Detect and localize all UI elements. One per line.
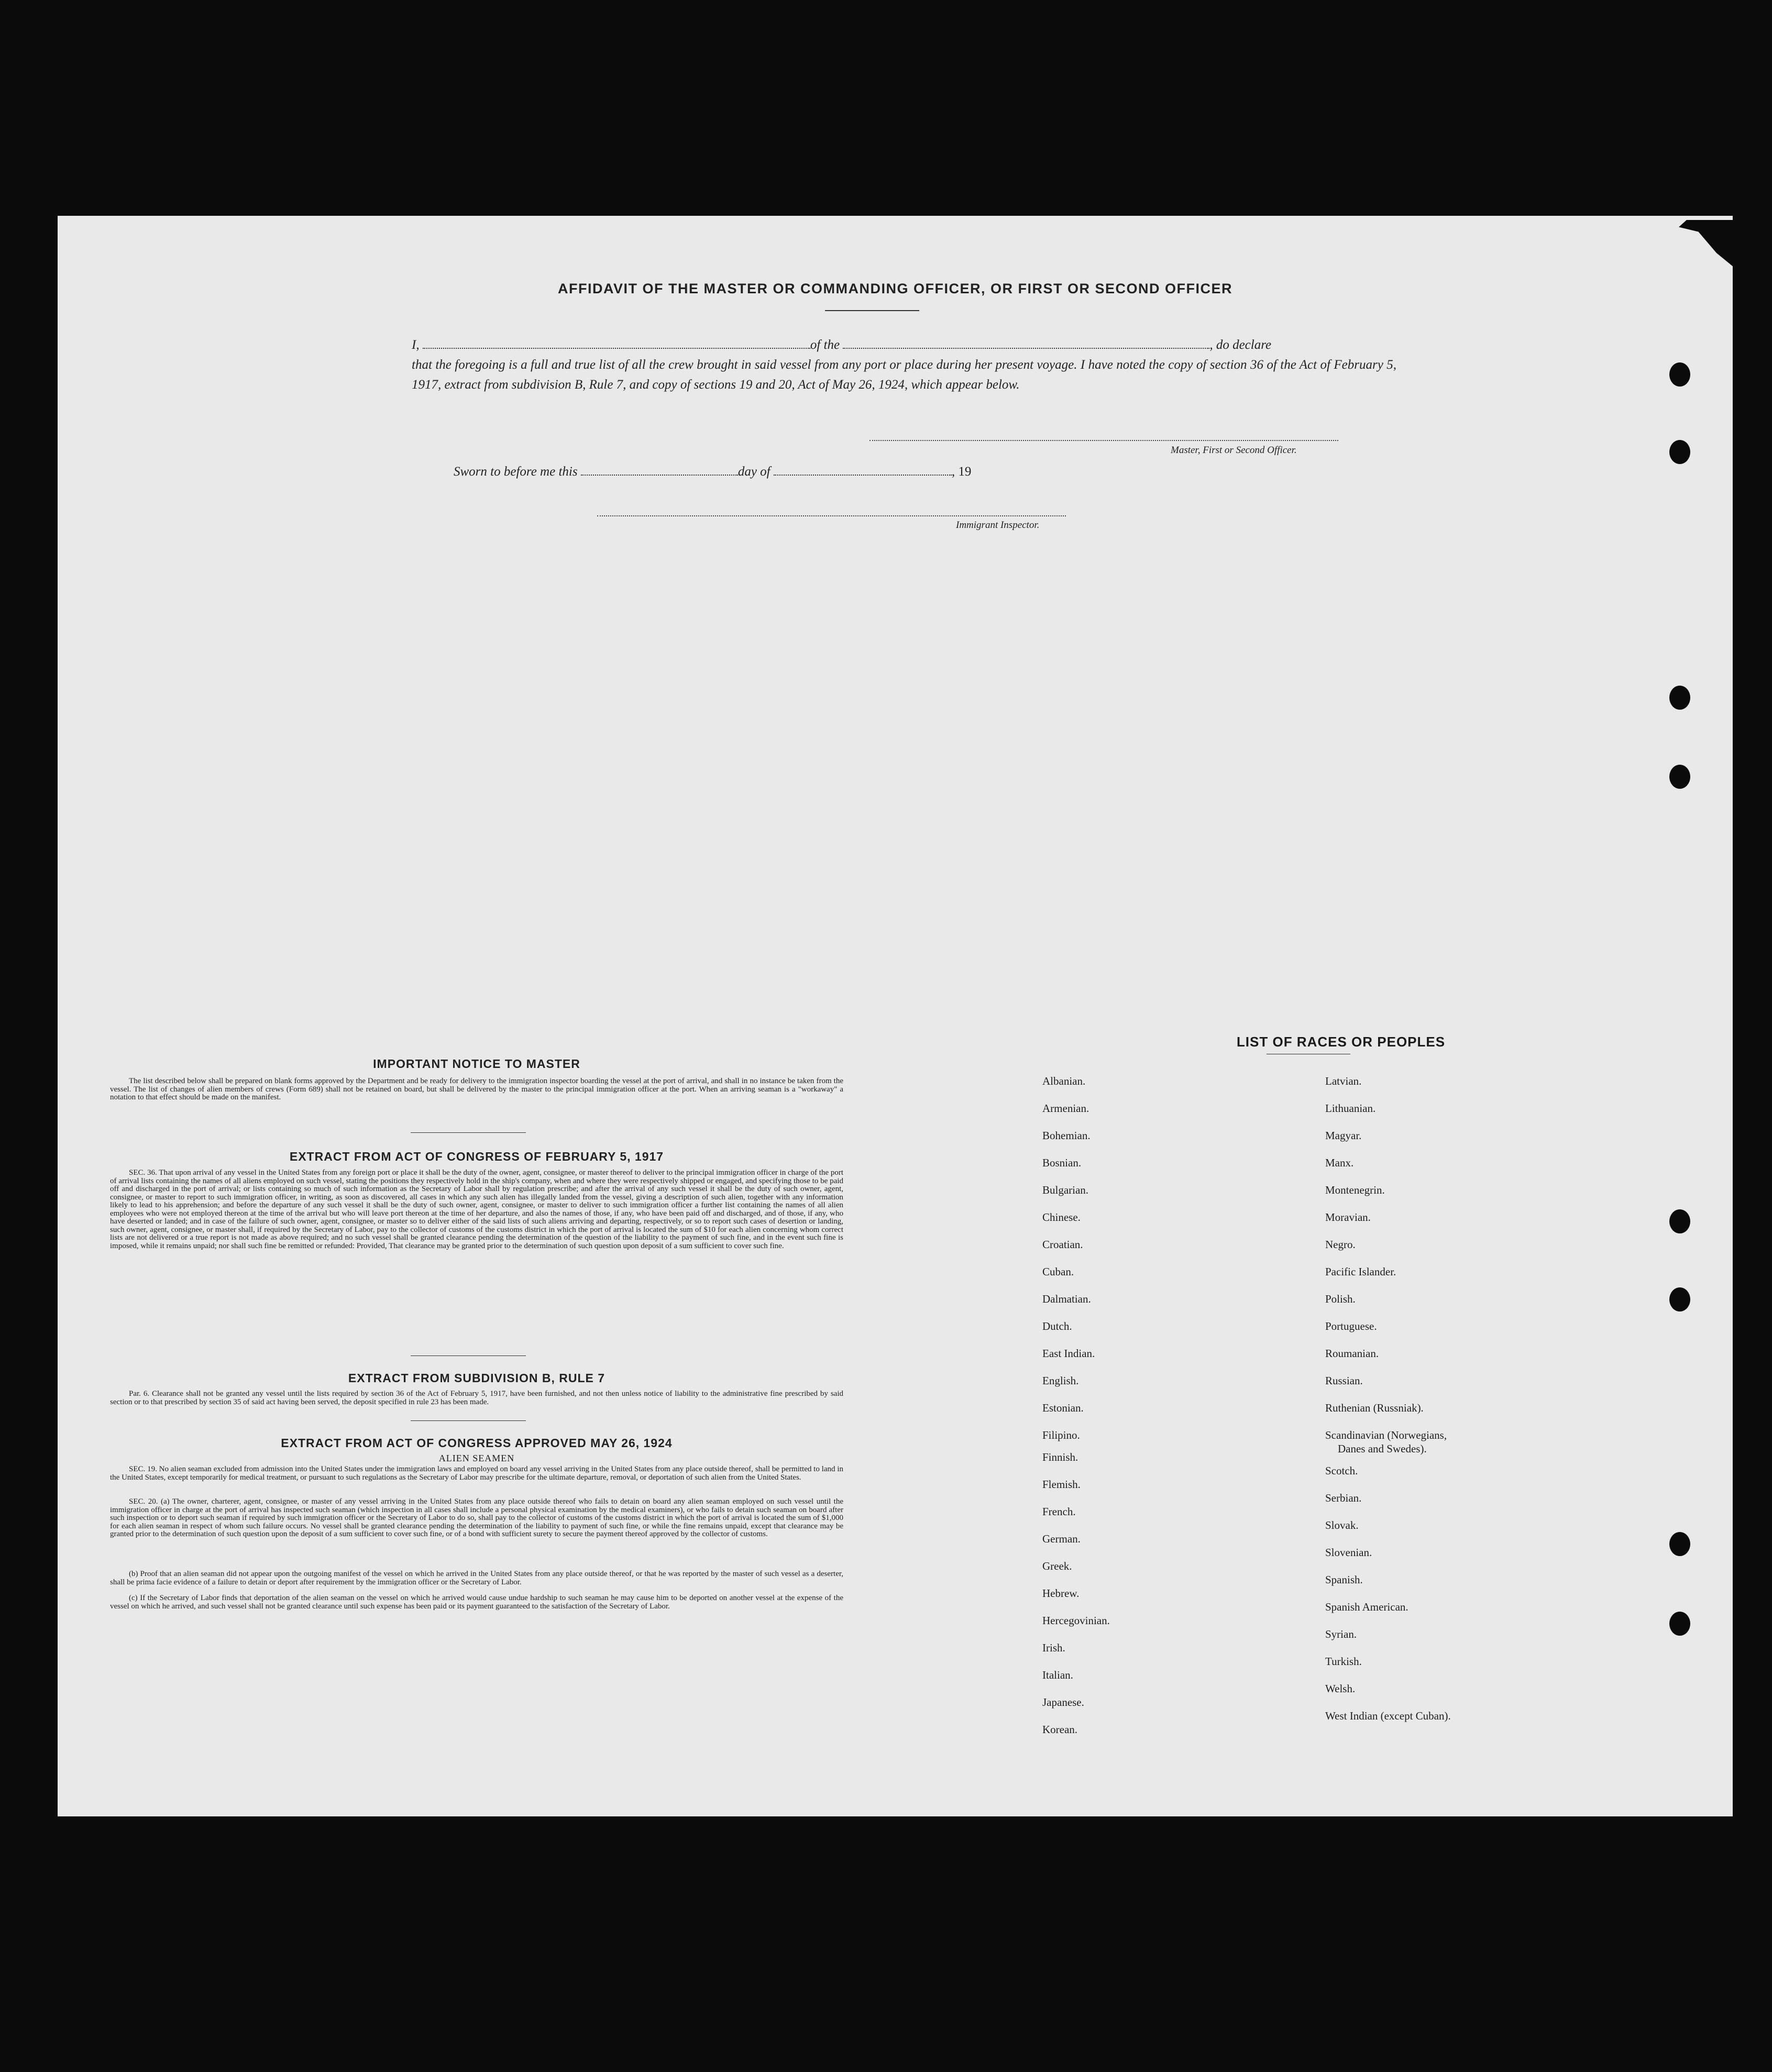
race-item: Bulgarian. xyxy=(1042,1184,1089,1196)
race-item: Moravian. xyxy=(1325,1211,1371,1224)
race-item: Chinese. xyxy=(1042,1211,1081,1224)
race-item: Spanish. xyxy=(1325,1573,1363,1586)
punch-hole xyxy=(1669,1532,1690,1556)
subdivision-b-text: Par. 6. Clearance shall not be granted any vessel until the lists required by section 36 of the Act of February 5, 1917, have been furnished, and not then unless notice of liability to the administrative fine prescribed by said section or to that prescribed by section 35 of said act having been served, the deposit specified in rule 23 has been made. xyxy=(110,1390,843,1406)
race-item: East Indian. xyxy=(1042,1347,1095,1360)
punch-hole xyxy=(1669,765,1690,789)
race-item: Roumanian. xyxy=(1325,1347,1379,1360)
race-item: Croatian. xyxy=(1042,1238,1083,1251)
day-blank xyxy=(581,472,738,476)
punch-hole xyxy=(1669,1287,1690,1311)
race-item: Negro. xyxy=(1325,1238,1356,1251)
sec-20c-text: (c) If the Secretary of Labor finds that deportation of the alien seaman on the vessel on which he arrived would cause undue hardship to such seaman he may cause him to be deported on another vessel at the expense of the vessel on which he arrived, and such vessel shall not be granted clearance until such expense has been paid or its payment guaranteed to the satisfaction of the Secretary of Labor. xyxy=(110,1594,843,1611)
race-item: Spanish American. xyxy=(1325,1601,1408,1613)
race-item: Portuguese. xyxy=(1325,1320,1377,1332)
race-item: Filipino. xyxy=(1042,1429,1080,1441)
extract-1924-title: EXTRACT FROM ACT OF CONGRESS APPROVED MAY 26, 1924 xyxy=(281,1436,673,1450)
race-item: Korean. xyxy=(1042,1723,1078,1736)
race-item: Syrian. xyxy=(1325,1628,1357,1640)
punch-hole xyxy=(1669,1612,1690,1636)
race-item: Irish. xyxy=(1042,1641,1065,1654)
race-item: Albanian. xyxy=(1042,1075,1086,1087)
sworn-year: , 19 xyxy=(951,465,972,479)
race-item: Lithuanian. xyxy=(1325,1102,1376,1115)
name-blank xyxy=(423,346,810,349)
race-item: Pacific Islander. xyxy=(1325,1265,1396,1278)
race-item: Dalmatian. xyxy=(1042,1293,1091,1305)
race-item: Japanese. xyxy=(1042,1696,1084,1709)
month-blank xyxy=(774,472,952,476)
sec-20a-text: SEC. 20. (a) The owner, charterer, agent, consignee, or master of any vessel arriving in the United States from any place outside thereof who fails to detain on board any alien seaman employed on such vessel until the immigration officer in charge at the port of arrival has inspected such seaman (which inspection in all cases shall include a personal physical examination by the medical examiners), or who fails to detain such seaman on board after such inspection or to deport such seaman if required by such immigration officer or the Secretary of Labor to do so, shall pay to the collector of customs of the customs district in which the port of arrival is located the sum of $1,000 for each alien seaman in respect of whom such failure occurs. No vessel shall be granted clearance pending the determination of the liability to payment of such fine, or while the fine remains unpaid, except that clearance may be granted prior to the determination of such question upon the deposit of a sum sufficient to cover such fine, or of a bond with sufficient surety to secure the payment thereof approved by the collector of customs. xyxy=(110,1497,843,1538)
race-item: Cuban. xyxy=(1042,1265,1074,1278)
race-item: Serbian. xyxy=(1325,1492,1362,1504)
vessel-blank xyxy=(843,346,1209,349)
race-item: Bosnian. xyxy=(1042,1156,1082,1169)
punch-hole xyxy=(1669,440,1690,464)
affidavit-body: that the foregoing is a full and true list of all the crew brought in said vessel from any port or place during her present voyage. I have noted the copy of section 36 of the Act of February 5, 1917, extract from subdivision B, Rule 7, and copy of sections 19 and 20, Act of May 26, 1924, which appear below. xyxy=(412,358,1396,392)
race-item: Ruthenian (Russniak). xyxy=(1325,1402,1424,1414)
race-item: Russian. xyxy=(1325,1374,1363,1387)
race-item: Slovak. xyxy=(1325,1519,1359,1531)
race-item: English. xyxy=(1042,1374,1079,1387)
sworn-day-of: day of xyxy=(738,465,771,479)
race-item: Hercegovinian. xyxy=(1042,1614,1110,1627)
race-item: Dutch. xyxy=(1042,1320,1072,1332)
punch-hole xyxy=(1669,362,1690,387)
race-item: Bohemian. xyxy=(1042,1129,1091,1142)
sec-20b-text: (b) Proof that an alien seaman did not appear upon the outgoing manifest of the vessel on which he arrived in the United States from any place outside thereof, or that he was reported by the master of such vessel as a deserter, shall be prima facie evidence of a failure to detain or deport after requirement by the immigration officer or the Secretary of Labor. xyxy=(110,1570,843,1586)
affidavit-i: I, xyxy=(412,338,420,352)
race-item: Polish. xyxy=(1325,1293,1356,1305)
notice-title: IMPORTANT NOTICE TO MASTER xyxy=(373,1057,580,1071)
race-item: Flemish. xyxy=(1042,1478,1081,1491)
divider xyxy=(411,1132,526,1133)
race-item: Montenegrin. xyxy=(1325,1184,1385,1196)
extract-1917-text: SEC. 36. That upon arrival of any vessel in the United States from any foreign port or place it shall be the duty of the owner, agent, consignee, or master thereof to deliver to the principal immigration officer in charge of the port of arrival lists containing the names of all aliens employed on such vessel, stating the positions they respectively hold in the ship's company, when and where they were respectively shipped or engaged, and specifying those to be paid off and discharged in the port of arrival; or lists containing so much of such information as the Secretary of Labor shall by regulation prescribe; and after the arrival of any such vessel it shall be the duty of such owner, agent, consignee, or master to report to such immigration officer, in writing, as soon as discovered, all cases in which any such alien has illegally landed from the vessel, giving a description of such alien, together with any information likely to lead to his apprehension; and before the departure of any such vessel it shall be the duty of such owner, agent, consignee, or master to deliver to such immigration officer a further list containing the names of all alien employees who were not employed thereon at the time of the arrival but who will leave port thereon at the time of her departure, and also the names of those, if any, who have been paid off and discharged, and of those, if any, who have deserted or landed; and in case of the failure of such owner, agent, consignee, or master so to deliver either of the said lists of such aliens arriving and departing, respectively, or so to report such cases of desertion or landing, such owner, agent, consignee, or master shall, if required by the Secretary of Labor, pay to the collector of customs of the customs district in which the port of arrival is located the sum of $10 for each alien concerning whom correct lists are not delivered or a true report is not made as above required; and no such vessel shall be granted clearance pending the determination of the question of the liability to the payment of such fine, and in the event such fine is imposed, while it remains unpaid; nor shall such fine be remitted or refunded: Provided, That clearance may be granted prior to the determination of such question upon deposit of a sum sufficient to cover such fine. xyxy=(110,1169,843,1250)
subdivision-b-title: EXTRACT FROM SUBDIVISION B, RULE 7 xyxy=(348,1371,606,1385)
affidavit-declare: , do declare xyxy=(1209,338,1272,352)
race-item: Finnish. xyxy=(1042,1451,1078,1463)
race-item: German. xyxy=(1042,1533,1081,1545)
race-item: Italian. xyxy=(1042,1669,1073,1681)
races-title: LIST OF RACES OR PEOPLES xyxy=(1236,1034,1446,1050)
race-item: Estonian. xyxy=(1042,1402,1084,1414)
race-item: Turkish. xyxy=(1325,1655,1362,1668)
race-item: Manx. xyxy=(1325,1156,1354,1169)
title-divider xyxy=(825,310,919,311)
punch-hole xyxy=(1669,686,1690,710)
race-item: West Indian (except Cuban). xyxy=(1325,1710,1451,1722)
sworn-prefix: Sworn to before me this xyxy=(454,465,578,479)
inspector-signature-line xyxy=(597,515,1066,516)
divider xyxy=(411,1355,526,1356)
race-item: Magyar. xyxy=(1325,1129,1362,1142)
affidavit-of-the: of the xyxy=(810,338,840,352)
extract-1917-title: EXTRACT FROM ACT OF CONGRESS OF FEBRUARY 5, 1917 xyxy=(289,1150,664,1163)
sec-19-text: SEC. 19. No alien seaman excluded from admission into the United States under the immigration laws and employed on board any vessel arriving in the United States from any place outside thereof, shall be permitted to land in the United States, except temporarily for medical treatment, or pursuant to such regulations as the Secretary of Labor may prescribe for the ultimate departure, removal, or deportation of such alien from the United States. xyxy=(110,1465,843,1482)
inspector-caption: Immigrant Inspector. xyxy=(956,520,1040,531)
race-item: Hebrew. xyxy=(1042,1587,1080,1600)
race-item: Latvian. xyxy=(1325,1075,1362,1087)
affidavit-title: AFFIDAVIT OF THE MASTER OR COMMANDING OFFICER, OR FIRST OR SECOND OFFICER xyxy=(558,281,1232,296)
notice-text: The list described below shall be prepared on blank forms approved by the Department and be ready for delivery to the immigration inspector boarding the vessel at the port of arrival, and shall in no instance be taken from the vessel. The list of changes of alien members of crews (Form 689) shall not be retained on board, but shall be delivered by the master to the principal immigration officer at the port. When an arriving seaman is a "workaway" a notation to that effect should be made on the manifest. xyxy=(110,1077,843,1101)
punch-hole xyxy=(1669,1209,1690,1233)
race-item: Danes and Swedes). xyxy=(1338,1442,1427,1455)
alien-seamen-subtitle: ALIEN SEAMEN xyxy=(438,1453,515,1463)
race-item: Armenian. xyxy=(1042,1102,1089,1115)
affidavit-declaration-line xyxy=(412,335,1396,355)
sworn-line xyxy=(412,462,1396,482)
divider xyxy=(411,1420,526,1421)
race-item: Scotch. xyxy=(1325,1464,1358,1477)
document-page xyxy=(58,216,1733,1816)
master-caption: Master, First or Second Officer. xyxy=(1171,445,1297,456)
race-item: French. xyxy=(1042,1505,1076,1518)
race-item: Scandinavian (Norwegians, xyxy=(1325,1429,1447,1441)
race-item: Welsh. xyxy=(1325,1682,1356,1695)
race-item: Slovenian. xyxy=(1325,1546,1372,1559)
race-item: Greek. xyxy=(1042,1560,1072,1572)
master-signature-line xyxy=(870,440,1338,441)
